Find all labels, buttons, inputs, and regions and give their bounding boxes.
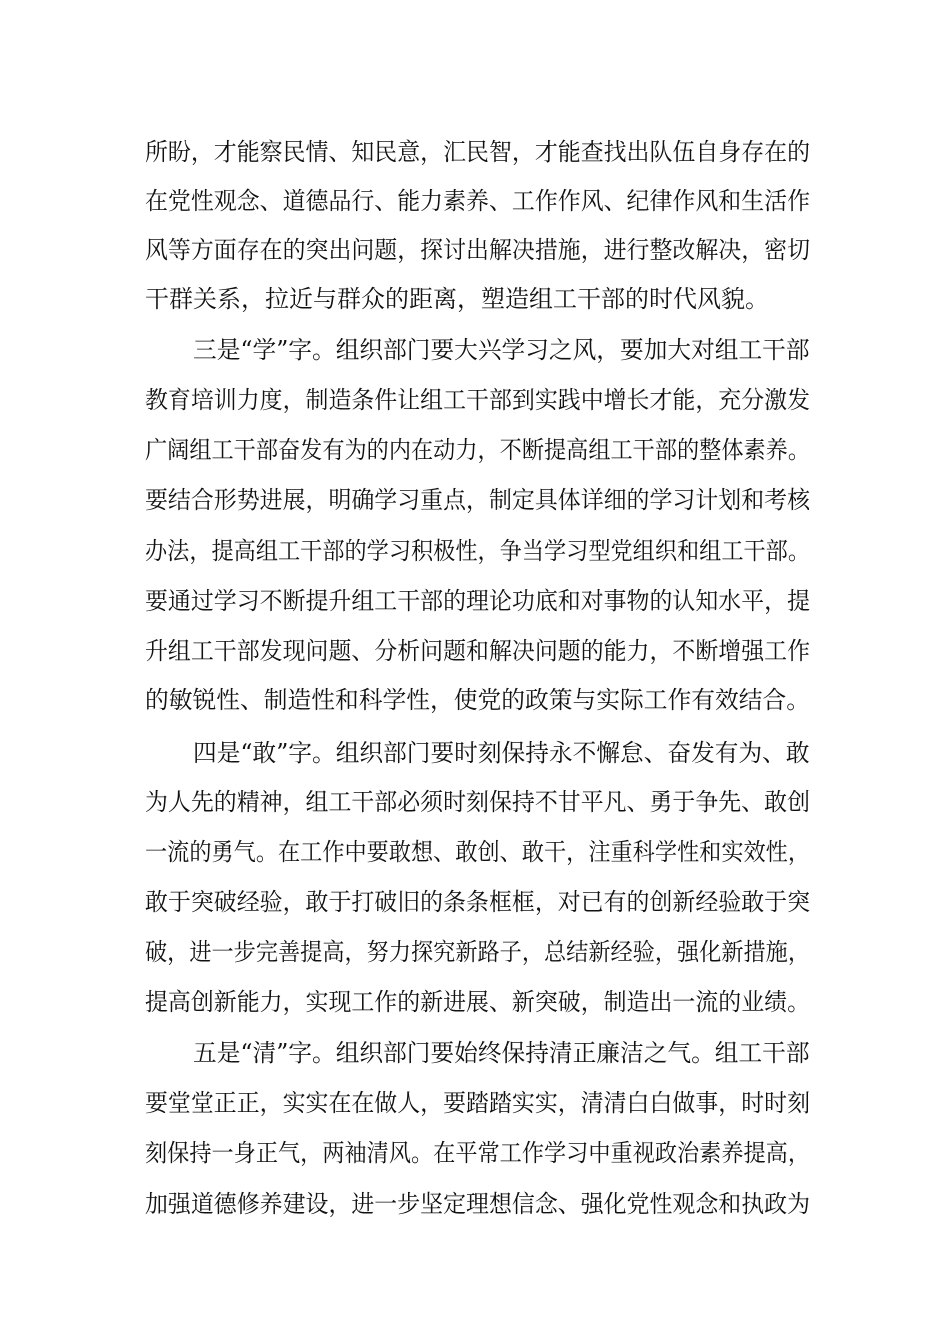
text-line: 的敏锐性、制造性和科学性，使党的政策与实际工作有效结合。 [145, 686, 810, 714]
text-line: 破，进一步完善提高，努力探究新路子，总结新经验，强化新措施， [145, 938, 810, 966]
text-line: 干群关系，拉近与群众的距离，塑造组工干部的时代风貌。 [145, 285, 769, 313]
text-line: 教育培训力度，制造条件让组工干部到实践中增长才能，充分激发 [145, 386, 810, 414]
text-line: 所盼，才能察民情、知民意，汇民智，才能查找出队伍自身存在的 [145, 138, 810, 166]
text-line: 敢于突破经验，敢于打破旧的条条框框，对已有的创新经验敢于突 [145, 888, 810, 916]
paragraph-heading-line: 四是“敢”字。组织部门要时刻保持永不懈怠、奋发有为、敢 [193, 739, 810, 767]
text-line: 要通过学习不断提升组工干部的理论功底和对事物的认知水平，提 [145, 587, 810, 615]
text-line: 要结合形势进展，明确学习重点，制定具体详细的学习计划和考核 [145, 486, 810, 514]
paragraph-heading-line: 五是“清”字。组织部门要始终保持清正廉洁之气。组工干部 [193, 1039, 810, 1067]
text-line: 加强道德修养建设，进一步坚定理想信念、强化党性观念和执政为 [145, 1190, 810, 1218]
text-line: 一流的勇气。在工作中要敢想、敢创、敢干，注重科学性和实效性， [145, 838, 810, 866]
text-line: 办法，提高组工干部的学习积极性，争当学习型党组织和组工干部。 [145, 537, 810, 565]
text-line: 提高创新能力，实现工作的新进展、新突破，制造出一流的业绩。 [145, 988, 810, 1016]
text-line: 刻保持一身正气，两袖清风。在平常工作学习中重视政治素养提高， [145, 1139, 810, 1167]
text-line: 要堂堂正正，实实在在做人，要踏踏实实，清清白白做事，时时刻 [145, 1089, 810, 1117]
text-line: 为人先的精神，组工干部必须时刻保持不甘平凡、勇于争先、敢创 [145, 788, 810, 816]
paragraph-heading-line: 三是“学”字。组织部门要大兴学习之风，要加大对组工干部 [193, 336, 810, 364]
text-line: 广阔组工干部奋发有为的内在动力，不断提高组工干部的整体素养。 [145, 436, 810, 464]
text-line: 在党性观念、道德品行、能力素养、工作作风、纪律作风和生活作 [145, 187, 810, 215]
text-line: 升组工干部发现问题、分析问题和解决问题的能力，不断增强工作 [145, 637, 810, 665]
text-line: 风等方面存在的突出问题，探讨出解决措施，进行整改解决，密切 [145, 236, 810, 264]
